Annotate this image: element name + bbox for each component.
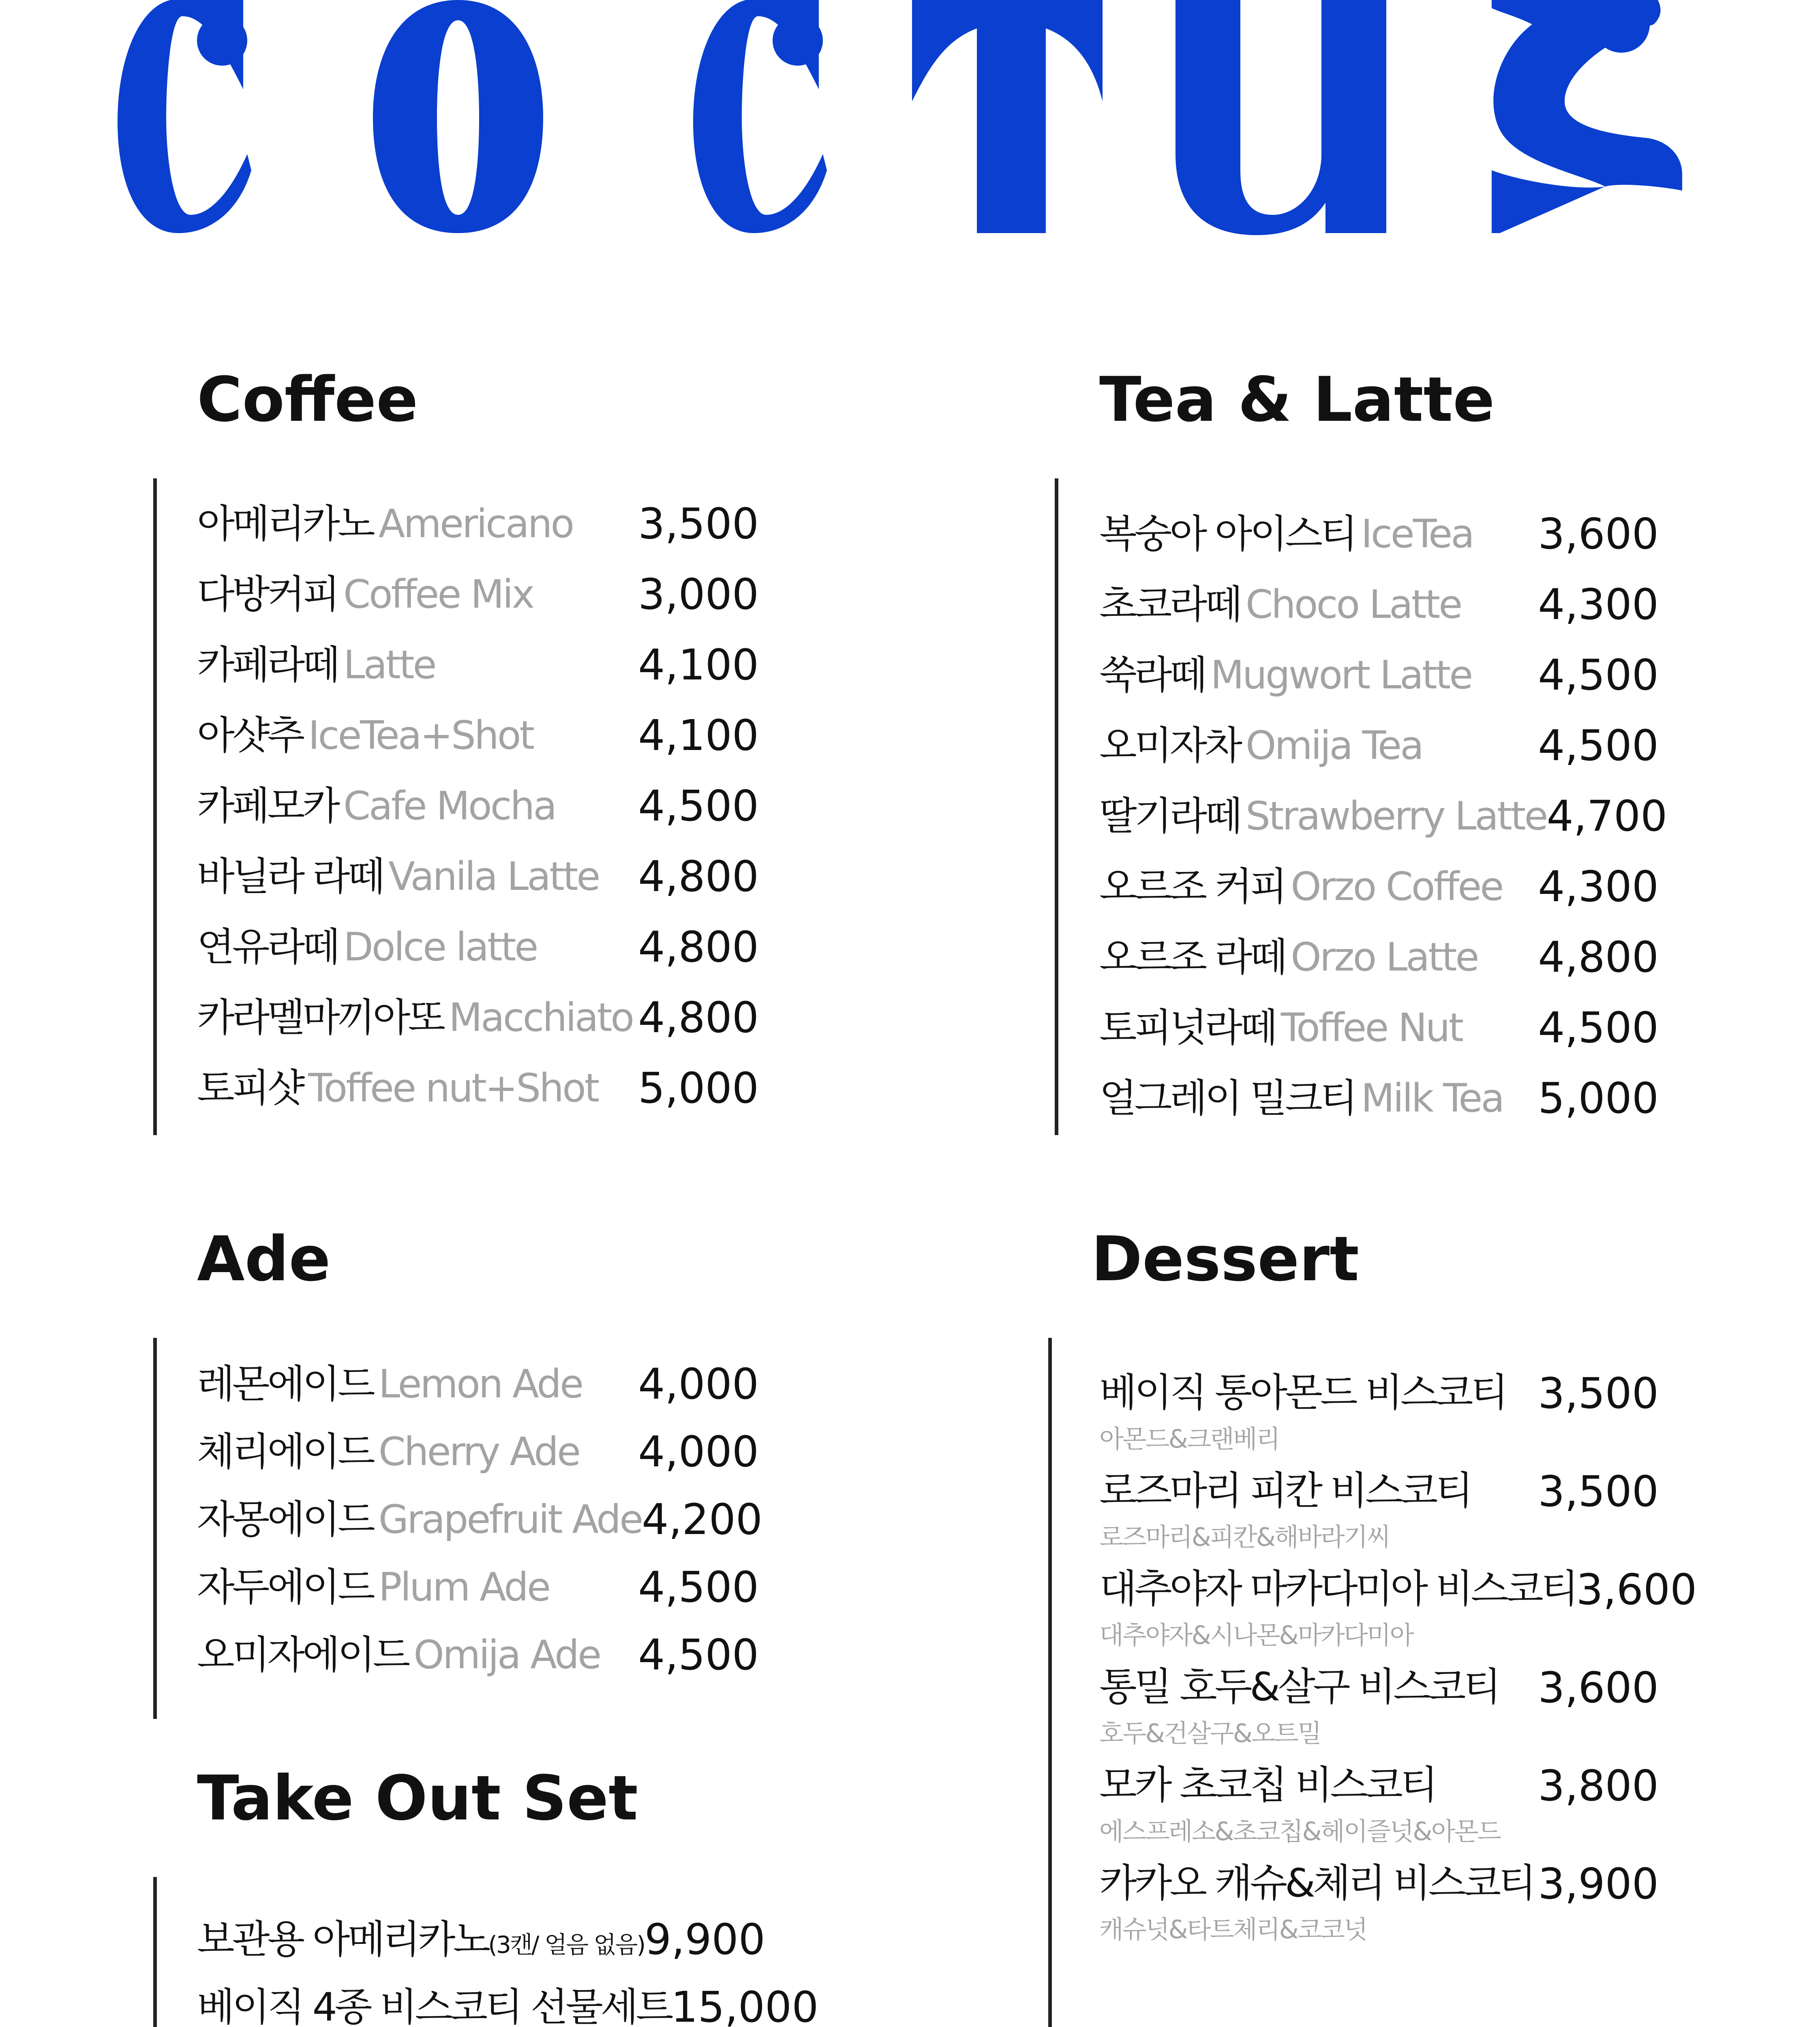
price: 4,500: [1538, 721, 1659, 770]
price: 4,500: [638, 781, 759, 831]
tea-item-choco-latte: 초코라떼 Choco Latte 4,300: [1099, 580, 1659, 629]
dessert-item-walnut-apricot: 통밀 호두&살구 비스코티 호두&건살구&오트밀 3,600: [1099, 1665, 1659, 1763]
coffee-divider: [153, 478, 157, 1135]
price: 4,200: [642, 1494, 763, 1544]
coffee-title: Coffee: [197, 364, 418, 435]
tea-item-strawberry-latte: 딸기라떼 Strawberry Latte 4,700: [1099, 791, 1668, 841]
coffee-item-icetea-shot: 아샷추 IceTea+Shot 4,100: [197, 711, 759, 760]
coffee-item-coffee-mix: 다방커피 Coffee Mix 3,000: [197, 570, 759, 619]
dessert-list: [1099, 1369, 1697, 1959]
price: 15,000: [671, 1982, 819, 2027]
tea-item-orzo-latte: 오르조 라떼 Orzo Latte 4,800: [1099, 932, 1659, 982]
tea-latte-divider: [1055, 478, 1058, 1135]
logo-letters: [118, 0, 1682, 235]
price: 4,500: [1538, 1003, 1659, 1052]
price: 4,300: [1538, 862, 1659, 911]
price: 4,000: [638, 1427, 759, 1476]
price: 4,500: [1538, 650, 1659, 700]
tea-latte-title: Tea & Latte: [1099, 364, 1495, 435]
take-out-item-biscotti-gift-set: 베이직 4종 비스코티 선물세트 15,000: [197, 1973, 759, 2027]
price: 4,800: [638, 993, 759, 1042]
price: 4,000: [638, 1359, 759, 1409]
price: 3,900: [1538, 1859, 1659, 1909]
price: 3,600: [1538, 509, 1659, 559]
coffee-item-cafe-mocha: 카페모카 Cafe Mocha 4,500: [197, 781, 759, 831]
price: 9,900: [644, 1914, 765, 1964]
ingredients: 아몬드&크랜베리: [1099, 1424, 1279, 1454]
coffee-item-vanila-latte: 바닐라 라떼 Vanila Latte 4,800: [197, 852, 759, 901]
coffee-item-americano: 아메리카노 Americano 3,500: [197, 499, 759, 549]
ade-divider: [153, 1338, 157, 1719]
dessert-item-date-macadamia: 대추야자 마카다미아 비스코티 대추야자&시나몬&마카다미아 3,600: [1099, 1566, 1659, 1665]
coffee-item-dolce-latte: 연유라떼 Dolce latte 4,800: [197, 922, 759, 972]
ade-item-plum: 자두에이드 Plum Ade 4,500: [197, 1562, 759, 1612]
tea-item-toffee-nut: 토피넛라떼 Toffee Nut 4,500: [1099, 1003, 1659, 1052]
price: 4,500: [638, 1562, 759, 1612]
coffee-item-macchiato: 카라멜마끼아또 Macchiato 4,800: [197, 993, 759, 1042]
ingredients: 로즈마리&피칸&해바라기씨: [1099, 1522, 1390, 1552]
ingredients: 에스프레소&초코칩&헤이즐넛&아몬드: [1099, 1817, 1501, 1847]
take-out-list: [197, 1905, 819, 2027]
tea-item-milk-tea: 얼그레이 밀크티 Milk Tea 5,000: [1099, 1073, 1659, 1123]
tea-item-orzo-coffee: 오르조 커피 Orzo Coffee 4,300: [1099, 862, 1659, 911]
price: 3,500: [1538, 1467, 1659, 1516]
coffee-item-toffee-shot: 토피샷 Toffee nut+Shot 5,000: [197, 1063, 759, 1113]
coffee-list: [197, 489, 759, 1123]
price: 4,500: [638, 1630, 759, 1680]
ade-list: [197, 1350, 763, 1688]
price: 5,000: [638, 1063, 759, 1113]
price: 3,500: [1538, 1369, 1659, 1418]
price: 4,800: [638, 922, 759, 972]
price: 3,500: [638, 499, 759, 549]
dessert-title: Dessert: [1091, 1223, 1359, 1295]
brand-logo: [0, 0, 1820, 243]
take-out-item-canned-americano: 보관용 아메리카노 (3캔/ 얼음 없음) 9,900: [197, 1914, 765, 1964]
ingredients: 호두&건살구&오트밀: [1099, 1718, 1321, 1748]
ade-item-grapefruit: 자몽에이드 Grapefruit Ade 4,200: [197, 1494, 763, 1544]
price: 4,300: [1538, 580, 1659, 629]
dessert-item-basic-almond: 베이직 통아몬드 비스코티 아몬드&크랜베리 3,500: [1099, 1370, 1659, 1468]
ade-title: Ade: [197, 1223, 331, 1295]
ingredients: 대추야자&시나몬&마카다미아: [1099, 1620, 1413, 1650]
take-out-divider: [153, 1877, 157, 2027]
take-out-title: Take Out Set: [197, 1762, 638, 1834]
price: 3,600: [1538, 1663, 1659, 1712]
coffee-item-latte: 카페라떼 Latte 4,100: [197, 640, 759, 690]
price: 4,700: [1546, 791, 1668, 841]
tea-item-icetea: 복숭아 아이스티 IceTea 3,600: [1099, 509, 1659, 559]
ade-item-lemon: 레몬에이드 Lemon Ade 4,000: [197, 1359, 759, 1409]
tea-latte-list: [1099, 499, 1668, 1133]
tea-item-mugwort-latte: 쑥라떼 Mugwort Latte 4,500: [1099, 650, 1659, 700]
ade-item-cherry: 체리에이드 Cherry Ade 4,000: [197, 1427, 759, 1476]
ingredients: 캐슈넛&타트체리&코코넛: [1099, 1915, 1367, 1945]
item-note: (3캔/ 얼음 없음): [488, 1931, 645, 1958]
price: 3,000: [638, 570, 759, 619]
price: 4,100: [638, 640, 759, 690]
price: 4,800: [1538, 932, 1659, 982]
dessert-divider: [1048, 1338, 1052, 2027]
dessert-item-rosemary-pecan: 로즈마리 피칸 비스코티 로즈마리&피칸&해바라기씨 3,500: [1099, 1468, 1659, 1566]
price: 5,000: [1538, 1073, 1659, 1123]
price: 3,600: [1576, 1565, 1697, 1614]
price: 3,800: [1538, 1761, 1659, 1811]
dessert-item-cacao-cashew: 카카오 캐슈&체리 비스코티 캐슈넛&타트체리&코코넛 3,900: [1099, 1861, 1659, 1959]
dessert-item-mocha-chocochip: 모카 초코칩 비스코티 에스프레소&초코칩&헤이즐넛&아몬드 3,800: [1099, 1763, 1659, 1861]
ade-item-omija: 오미자에이드 Omija Ade 4,500: [197, 1630, 759, 1680]
price: 4,100: [638, 711, 759, 760]
tea-item-omija-tea: 오미자차 Omija Tea 4,500: [1099, 721, 1659, 770]
price: 4,800: [638, 852, 759, 901]
